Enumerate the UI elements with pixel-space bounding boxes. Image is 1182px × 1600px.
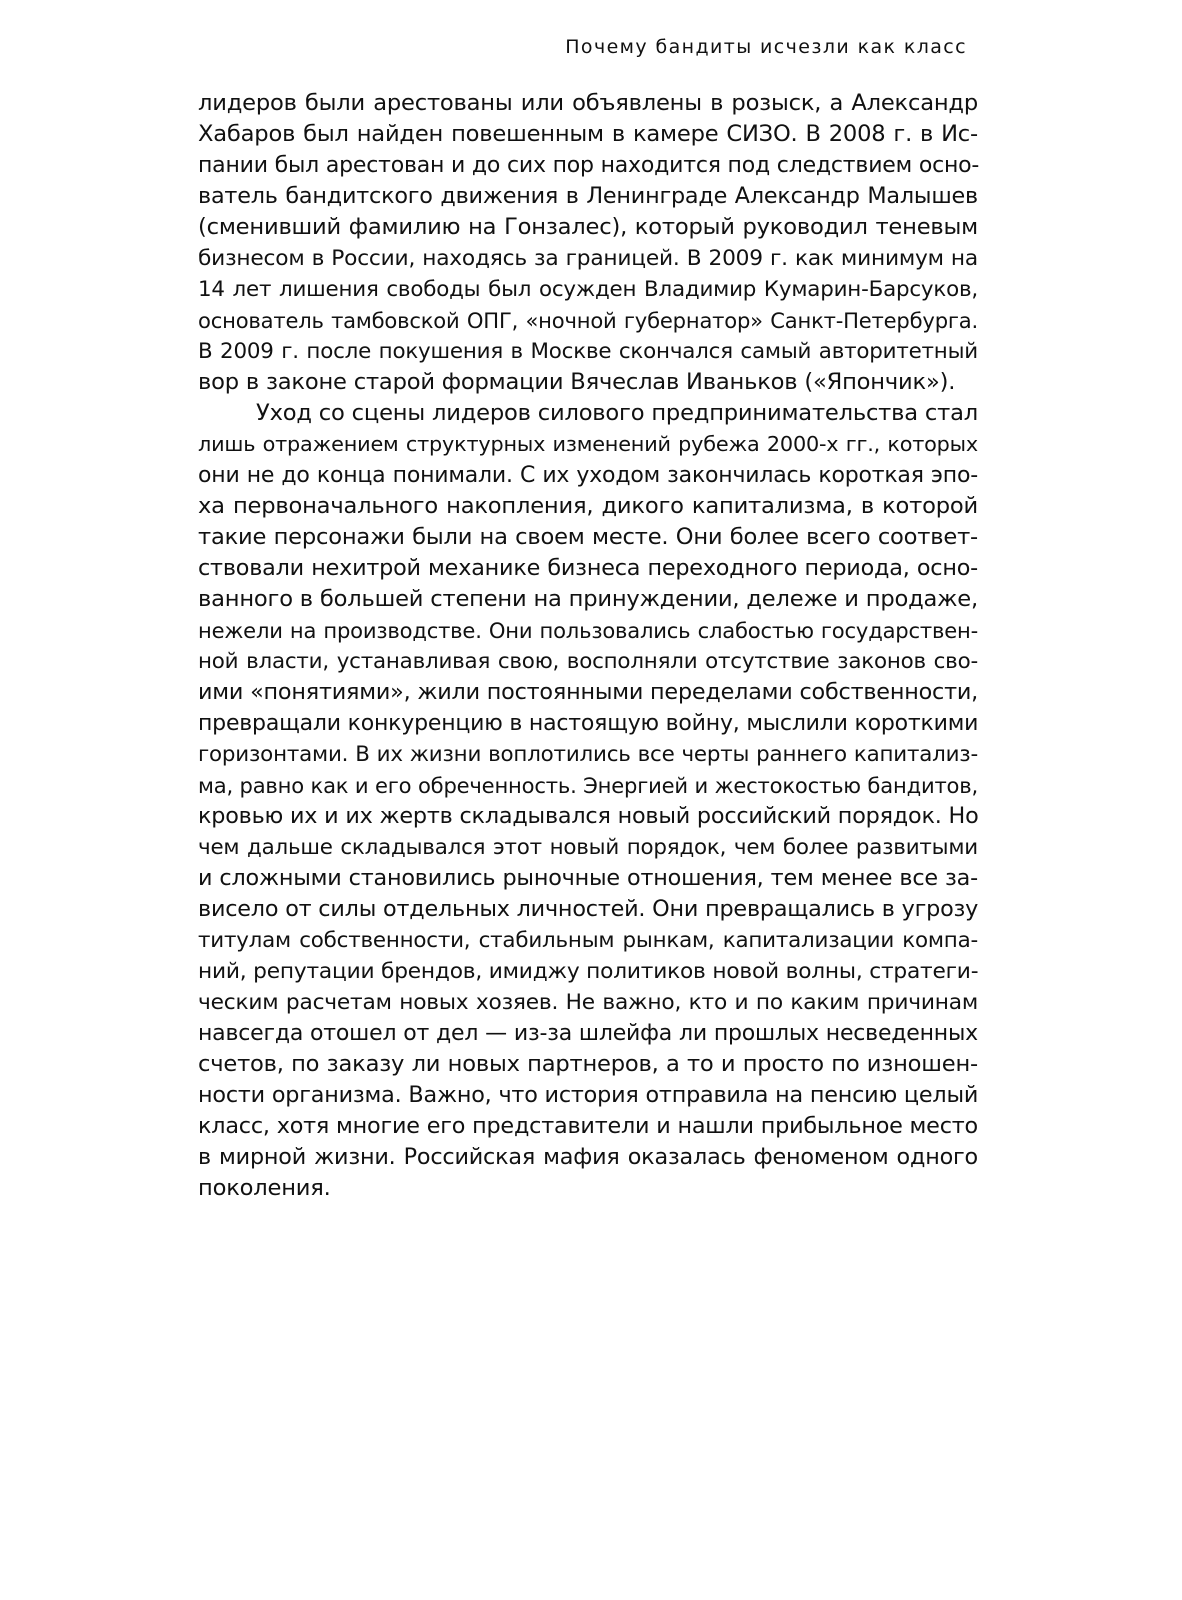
text-line: лидеров были арестованы или объявлены в розыск, а Александр [198,90,978,116]
text-line: класс, хотя многие его представители и нашли прибыльное место [198,1113,978,1139]
text-line: ватель бандитского движения в Ленинграде Александр Малышев [198,183,978,209]
text-line: титулам собственности, стабильным рынкам, капитализации компа- [198,928,978,953]
text-line: В 2009 г. после покушения в Москве скончался самый авторитетный [198,339,978,364]
text-line: ванного в большей степени на принуждении, дележе и продаже, [198,586,978,612]
text-line: ха первоначального накопления, дикого капитализма, в которой [198,493,978,519]
text-line: нежели на производстве. Они пользовались слабостью государствен- [198,618,978,643]
text-line: и сложными становились рыночные отношения, тем менее все за- [198,865,978,891]
text-line: чем дальше складывался этот новый порядок, чем более развитыми [198,835,978,860]
text-line: лишь отражением структурных изменений рубежа 2000-х гг., которых [198,432,978,456]
text-line: ной власти, устанавливая свою, восполняли отсутствие законов сво- [198,649,978,674]
text-line: Хабаров был найден повешенным в камере СИЗО. В 2008 г. в Ис- [198,121,978,147]
text-line: ими «понятиями», жили постоянными переделами собственности, [198,679,979,705]
text-line: ческим расчетам новых хозяев. Не важно, кто и по каким причинам [198,990,978,1015]
text-line: в мирной жизни. Российская мафия оказалась феноменом одного [198,1144,978,1170]
text-line: ний, репутации брендов, имиджу политиков новой волны, стратеги- [198,959,979,984]
text-line: горизонтами. В их жизни воплотились все черты раннего капитализ- [198,742,978,767]
text-line: счетов, по заказу ли новых партнеров, а то и просто по изношен- [198,1051,978,1077]
paragraph [198,88,978,398]
text-line: превращали конкуренцию в настоящую войну, мыслили короткими [198,711,979,736]
text-line: (сменивший фамилию на Гонзалес), который руководил теневым [198,214,978,240]
running-header: Почему бандиты исчезли как класс [565,36,967,58]
text-line: такие персонажи были на своем месте. Они более всего соответ- [198,524,978,550]
text-line: пании был арестован и до сих пор находится под следствием осно- [198,153,980,178]
text-line: ма, равно как и его обреченность. Энергией и жестокостью бандитов, [198,773,978,798]
text-line: поколения. [198,1175,331,1201]
text-line: ности организма. Важно, что история отправила на пенсию целый [198,1082,979,1108]
text-line: Уход со сцены лидеров силового предпринимательства стал [256,400,978,426]
text-line: висело от силы отдельных личностей. Они превращались в угрозу [198,896,979,922]
text-line: они не до конца понимали. С их уходом закончилась короткая эпо- [198,463,978,488]
text-line: кровью их и их жертв складывался новый российский порядок. Но [198,803,979,829]
body-text [198,88,978,1204]
text-line: основатель тамбовской ОПГ, «ночной губернатор» Санкт-Петербурга. [198,308,978,333]
text-line: ствовали нехитрой механике бизнеса переходного периода, осно- [198,555,978,581]
text-line: бизнесом в России, находясь за границей. В 2009 г. как минимум на [198,246,978,271]
paragraph [198,398,978,1204]
text-line: навсегда отошел от дел — из-за шлейфа ли прошлых несведенных [198,1021,978,1046]
text-line: 14 лет лишения свободы был осужден Владимир Кумарин-Барсуков, [198,277,978,302]
text-line: вор в законе старой формации Вячеслав Иваньков («Япончик»). [198,369,956,395]
